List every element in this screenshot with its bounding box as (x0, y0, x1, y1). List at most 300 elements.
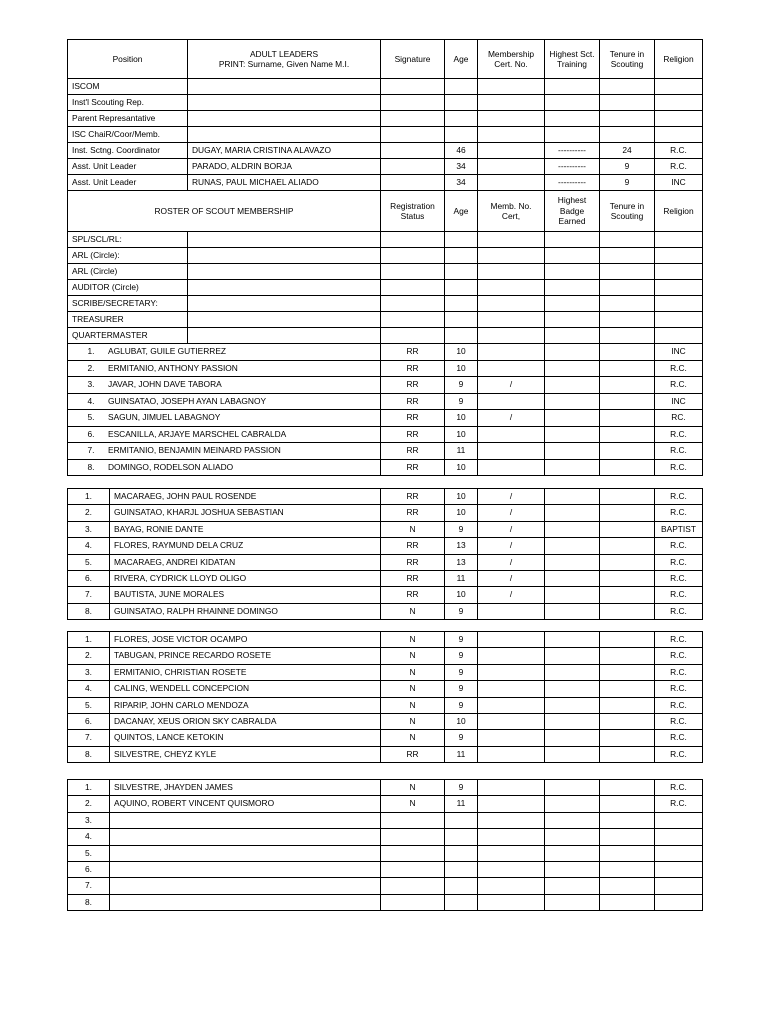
member-religion (655, 878, 703, 894)
member-age: 11 (445, 746, 478, 762)
member-religion (655, 845, 703, 861)
roster-title: ROSTER OF SCOUT MEMBERSHIP (68, 191, 381, 232)
member-number: 6. (68, 713, 110, 729)
member-row (68, 505, 703, 521)
member-status: RR (381, 360, 445, 377)
officer-empty-cell (381, 248, 445, 264)
header-signature: Signature (381, 40, 445, 79)
leader-training (545, 111, 600, 127)
member-name: BAUTISTA, JUNE MORALES (110, 587, 381, 603)
leader-religion (655, 127, 703, 143)
leader-position: Asst. Unit Leader (68, 175, 188, 191)
member-name: BAYAG, RONIE DANTE (110, 521, 381, 537)
member-status (381, 878, 445, 894)
member-tenure (600, 570, 655, 586)
member-cert (478, 730, 545, 746)
member-row (68, 796, 703, 812)
header-roster-age: Age (445, 191, 478, 232)
member-religion: R.C. (655, 632, 703, 648)
member-tenure (600, 780, 655, 796)
leader-age (445, 111, 478, 127)
header-membership-cert: Membership Cert. No. (478, 40, 545, 79)
officer-name-cell (188, 280, 381, 296)
member-religion: R.C. (655, 505, 703, 521)
member-badge (545, 459, 600, 476)
member-status: N (381, 664, 445, 680)
member-tenure (600, 489, 655, 505)
member-status: RR (381, 538, 445, 554)
member-status: RR (381, 377, 445, 394)
member-name: MACARAEG, ANDREI KIDATAN (110, 554, 381, 570)
patrol-4-table (67, 779, 703, 911)
member-cert (478, 697, 545, 713)
member-tenure (600, 796, 655, 812)
member-badge (545, 443, 600, 460)
member-name (110, 829, 381, 845)
leader-tenure (600, 95, 655, 111)
member-number: 2. (68, 505, 110, 521)
member-cert (478, 344, 545, 361)
member-tenure (600, 603, 655, 619)
member-name: GUINSATAO, RALPH RHAINNE DOMINGO (110, 603, 381, 619)
officer-label: ARL (Circle) (68, 264, 188, 280)
officer-empty-cell (381, 328, 445, 344)
officer-empty-cell (600, 280, 655, 296)
officer-empty-cell (600, 232, 655, 248)
leader-age: 34 (445, 175, 478, 191)
header-position: Position (68, 40, 188, 79)
member-tenure (600, 829, 655, 845)
member-row (68, 587, 703, 603)
member-badge (545, 360, 600, 377)
leader-membership-cert (478, 79, 545, 95)
member-cert (478, 894, 545, 910)
officer-empty-cell (655, 264, 703, 280)
member-status: RR (381, 489, 445, 505)
member-name: GUINSATAO, JOSEPH AYAN LABAGNOY (108, 395, 267, 406)
header-memb-cert: Memb. No. Cert, (478, 191, 545, 232)
member-number: 5. (68, 697, 110, 713)
member-number: 5. (68, 845, 110, 861)
member-religion: INC (655, 344, 703, 361)
member-badge (545, 393, 600, 410)
officer-empty-cell (381, 296, 445, 312)
member-badge (545, 845, 600, 861)
member-row (68, 603, 703, 619)
leader-membership-cert (478, 127, 545, 143)
member-row (68, 521, 703, 537)
member-name: RIPARIP, JOHN CARLO MENDOZA (110, 697, 381, 713)
member-number: 3. (68, 664, 110, 680)
patrol-3-table (67, 631, 703, 763)
member-row (68, 632, 703, 648)
member-badge (545, 829, 600, 845)
member-badge (545, 648, 600, 664)
member-tenure (600, 697, 655, 713)
officer-name-cell (188, 296, 381, 312)
officer-empty-cell (445, 296, 478, 312)
member-tenure (600, 664, 655, 680)
member-name: MACARAEG, JOHN PAUL ROSENDE (110, 489, 381, 505)
member-name (110, 812, 381, 828)
member-cert: / (478, 554, 545, 570)
member-name (110, 861, 381, 877)
officer-name-cell (188, 248, 381, 264)
officer-label: AUDITOR (Circle) (68, 280, 188, 296)
officer-row (68, 232, 703, 248)
member-cert (478, 845, 545, 861)
member-name (110, 878, 381, 894)
member-age: 13 (445, 554, 478, 570)
member-status: N (381, 697, 445, 713)
member-tenure (600, 459, 655, 476)
member-tenure (600, 845, 655, 861)
member-row (68, 861, 703, 877)
officer-empty-cell (445, 312, 478, 328)
member-tenure (600, 648, 655, 664)
member-number: 7. (68, 587, 110, 603)
member-number: 8. (68, 603, 110, 619)
member-cert: / (478, 570, 545, 586)
leader-signature (381, 95, 445, 111)
member-name: AGLUBAT, GUILE GUTIERREZ (108, 346, 227, 357)
officer-empty-cell (545, 232, 600, 248)
leader-training (545, 127, 600, 143)
officer-empty-cell (655, 248, 703, 264)
leader-religion (655, 95, 703, 111)
officer-empty-cell (445, 328, 478, 344)
officer-empty-cell (600, 328, 655, 344)
leader-name (188, 95, 381, 111)
member-number: 2. (68, 648, 110, 664)
member-row (68, 554, 703, 570)
member-row (68, 344, 703, 361)
member-cert (478, 443, 545, 460)
member-number: 3. (68, 521, 110, 537)
member-age: 9 (445, 377, 478, 394)
leader-age: 34 (445, 159, 478, 175)
leader-position: Inst'l Scouting Rep. (68, 95, 188, 111)
leader-name (188, 79, 381, 95)
member-status: N (381, 521, 445, 537)
member-row (68, 489, 703, 505)
member-status (381, 894, 445, 910)
member-number: 8. (87, 461, 95, 472)
leader-membership-cert (478, 111, 545, 127)
member-religion: R.C. (655, 697, 703, 713)
member-name: SILVESTRE, JHAYDEN JAMES (110, 780, 381, 796)
member-tenure (600, 632, 655, 648)
member-status: RR (381, 570, 445, 586)
member-number: 4. (87, 395, 95, 406)
member-age: 9 (445, 603, 478, 619)
leader-position: ISCOM (68, 79, 188, 95)
member-row (68, 393, 703, 410)
member-age: 13 (445, 538, 478, 554)
member-tenure (600, 505, 655, 521)
leader-row (68, 175, 703, 191)
member-age: 10 (445, 459, 478, 476)
member-status: RR (381, 344, 445, 361)
officer-empty-cell (381, 264, 445, 280)
officer-row (68, 312, 703, 328)
member-number-name (68, 360, 381, 377)
leader-age (445, 79, 478, 95)
member-religion: RC. (655, 410, 703, 427)
member-badge (545, 681, 600, 697)
member-number: 5. (68, 554, 110, 570)
member-age: 9 (445, 697, 478, 713)
member-religion (655, 812, 703, 828)
member-number: 4. (68, 829, 110, 845)
member-badge (545, 780, 600, 796)
member-number: 2. (87, 362, 95, 373)
member-row (68, 360, 703, 377)
officer-empty-cell (478, 296, 545, 312)
member-row (68, 845, 703, 861)
member-tenure (600, 344, 655, 361)
header-age: Age (445, 40, 478, 79)
roster-header-row (68, 191, 703, 232)
member-number-name (68, 377, 381, 394)
member-age: 10 (445, 713, 478, 729)
header-roster-tenure: Tenure in Scouting (600, 191, 655, 232)
member-number: 3. (87, 379, 95, 390)
leader-name (188, 111, 381, 127)
member-number: 5. (87, 412, 95, 423)
member-row (68, 697, 703, 713)
member-religion: R.C. (655, 377, 703, 394)
header-adult-leaders (188, 40, 381, 79)
member-row (68, 377, 703, 394)
officer-empty-cell (600, 264, 655, 280)
member-age: 9 (445, 393, 478, 410)
officer-row (68, 264, 703, 280)
member-tenure (600, 410, 655, 427)
member-badge (545, 538, 600, 554)
member-badge (545, 664, 600, 680)
member-name: ERMITANIO, BENJAMIN MEINARD PASSION (108, 445, 281, 456)
member-badge (545, 603, 600, 619)
leader-tenure: 9 (600, 175, 655, 191)
leader-name (188, 127, 381, 143)
member-number: 4. (68, 681, 110, 697)
member-religion: R.C. (655, 538, 703, 554)
member-age: 10 (445, 410, 478, 427)
member-tenure (600, 878, 655, 894)
leader-training: ---------- (545, 175, 600, 191)
member-religion: R.C. (655, 681, 703, 697)
member-cert (478, 713, 545, 729)
member-name: FLORES, JOSE VICTOR OCAMPO (110, 632, 381, 648)
member-cert (478, 426, 545, 443)
member-badge (545, 697, 600, 713)
member-religion: R.C. (655, 426, 703, 443)
member-religion: R.C. (655, 648, 703, 664)
member-religion: R.C. (655, 603, 703, 619)
member-name: ERMITANIO, CHRISTIAN ROSETE (110, 664, 381, 680)
leader-tenure: 9 (600, 159, 655, 175)
officer-empty-cell (445, 248, 478, 264)
member-name: ERMITANIO, ANTHONY PASSION (108, 362, 238, 373)
officer-empty-cell (655, 312, 703, 328)
leader-row (68, 143, 703, 159)
member-age: 10 (445, 344, 478, 361)
member-row (68, 780, 703, 796)
member-age (445, 829, 478, 845)
member-cert: / (478, 410, 545, 427)
member-age (445, 845, 478, 861)
officer-empty-cell (600, 312, 655, 328)
member-row (68, 746, 703, 762)
member-tenure (600, 812, 655, 828)
member-cert (478, 829, 545, 845)
member-row (68, 878, 703, 894)
member-badge (545, 505, 600, 521)
leader-tenure: 24 (600, 143, 655, 159)
member-name: SAGUN, JIMUEL LABAGNOY (108, 412, 221, 423)
member-religion: R.C. (655, 459, 703, 476)
member-status: N (381, 648, 445, 664)
officer-label: QUARTERMASTER (68, 328, 188, 344)
leader-religion (655, 111, 703, 127)
officer-name-cell (188, 328, 381, 344)
member-badge (545, 796, 600, 812)
member-row (68, 812, 703, 828)
member-status: N (381, 681, 445, 697)
member-cert (478, 780, 545, 796)
member-tenure (600, 393, 655, 410)
member-cert: / (478, 489, 545, 505)
leader-row (68, 159, 703, 175)
leader-tenure (600, 127, 655, 143)
member-row (68, 664, 703, 680)
officer-empty-cell (478, 248, 545, 264)
leader-membership-cert (478, 175, 545, 191)
officer-empty-cell (381, 232, 445, 248)
member-badge (545, 377, 600, 394)
officer-empty-cell (545, 328, 600, 344)
officer-name-cell (188, 232, 381, 248)
member-badge (545, 746, 600, 762)
member-row (68, 894, 703, 910)
member-name: DACANAY, XEUS ORION SKY CABRALDA (110, 713, 381, 729)
member-religion: R.C. (655, 730, 703, 746)
member-row (68, 426, 703, 443)
header-highest-training: Highest Sct. Training (545, 40, 600, 79)
header-highest-badge: Highest Badge Earned (545, 191, 600, 232)
leader-age: 46 (445, 143, 478, 159)
member-cert (478, 812, 545, 828)
member-age: 9 (445, 730, 478, 746)
member-religion: R.C. (655, 443, 703, 460)
member-religion: R.C. (655, 360, 703, 377)
officer-empty-cell (545, 312, 600, 328)
member-badge (545, 521, 600, 537)
member-status: RR (381, 505, 445, 521)
member-number-name (68, 344, 381, 361)
member-tenure (600, 730, 655, 746)
member-name: SILVESTRE, CHEYZ KYLE (110, 746, 381, 762)
leaders-roster-table (67, 39, 703, 476)
member-status (381, 845, 445, 861)
member-age: 9 (445, 521, 478, 537)
leader-age (445, 95, 478, 111)
leader-membership-cert (478, 95, 545, 111)
officer-empty-cell (478, 264, 545, 280)
member-number: 6. (68, 861, 110, 877)
leader-religion: R.C. (655, 143, 703, 159)
member-badge (545, 344, 600, 361)
member-religion: R.C. (655, 489, 703, 505)
officer-empty-cell (655, 232, 703, 248)
officer-empty-cell (600, 296, 655, 312)
member-tenure (600, 377, 655, 394)
member-status: RR (381, 426, 445, 443)
member-number-name (68, 410, 381, 427)
member-number: 7. (68, 730, 110, 746)
member-age: 10 (445, 426, 478, 443)
member-age: 11 (445, 443, 478, 460)
leader-age (445, 127, 478, 143)
member-badge (545, 570, 600, 586)
member-age: 9 (445, 664, 478, 680)
member-age: 10 (445, 360, 478, 377)
member-status: N (381, 780, 445, 796)
member-cert (478, 459, 545, 476)
member-number: 3. (68, 812, 110, 828)
officer-empty-cell (545, 280, 600, 296)
member-name: TABUGAN, PRINCE RECARDO ROSETE (110, 648, 381, 664)
member-cert (478, 393, 545, 410)
leader-membership-cert (478, 159, 545, 175)
member-cert: / (478, 377, 545, 394)
member-badge (545, 812, 600, 828)
member-age (445, 812, 478, 828)
member-name: RIVERA, CYDRICK LLOYD OLIGO (110, 570, 381, 586)
member-cert (478, 878, 545, 894)
officer-label: TREASURER (68, 312, 188, 328)
member-row (68, 459, 703, 476)
officer-empty-cell (478, 280, 545, 296)
leader-row (68, 127, 703, 143)
member-name: DOMINGO, RODELSON ALIADO (108, 461, 234, 472)
member-age (445, 878, 478, 894)
member-number-name (68, 393, 381, 410)
officer-empty-cell (445, 232, 478, 248)
member-tenure (600, 538, 655, 554)
member-status: N (381, 730, 445, 746)
member-tenure (600, 681, 655, 697)
member-number: 2. (68, 796, 110, 812)
header-roster-religion: Religion (655, 191, 703, 232)
leader-signature (381, 143, 445, 159)
member-name (110, 894, 381, 910)
leader-training (545, 79, 600, 95)
member-age: 10 (445, 587, 478, 603)
member-religion: R.C. (655, 746, 703, 762)
member-number: 8. (68, 894, 110, 910)
leader-training: ---------- (545, 159, 600, 175)
member-cert: / (478, 538, 545, 554)
leader-row (68, 95, 703, 111)
member-number: 6. (68, 570, 110, 586)
leader-position: Parent Represantative (68, 111, 188, 127)
member-badge (545, 861, 600, 877)
leader-membership-cert (478, 143, 545, 159)
member-row (68, 730, 703, 746)
member-row (68, 829, 703, 845)
